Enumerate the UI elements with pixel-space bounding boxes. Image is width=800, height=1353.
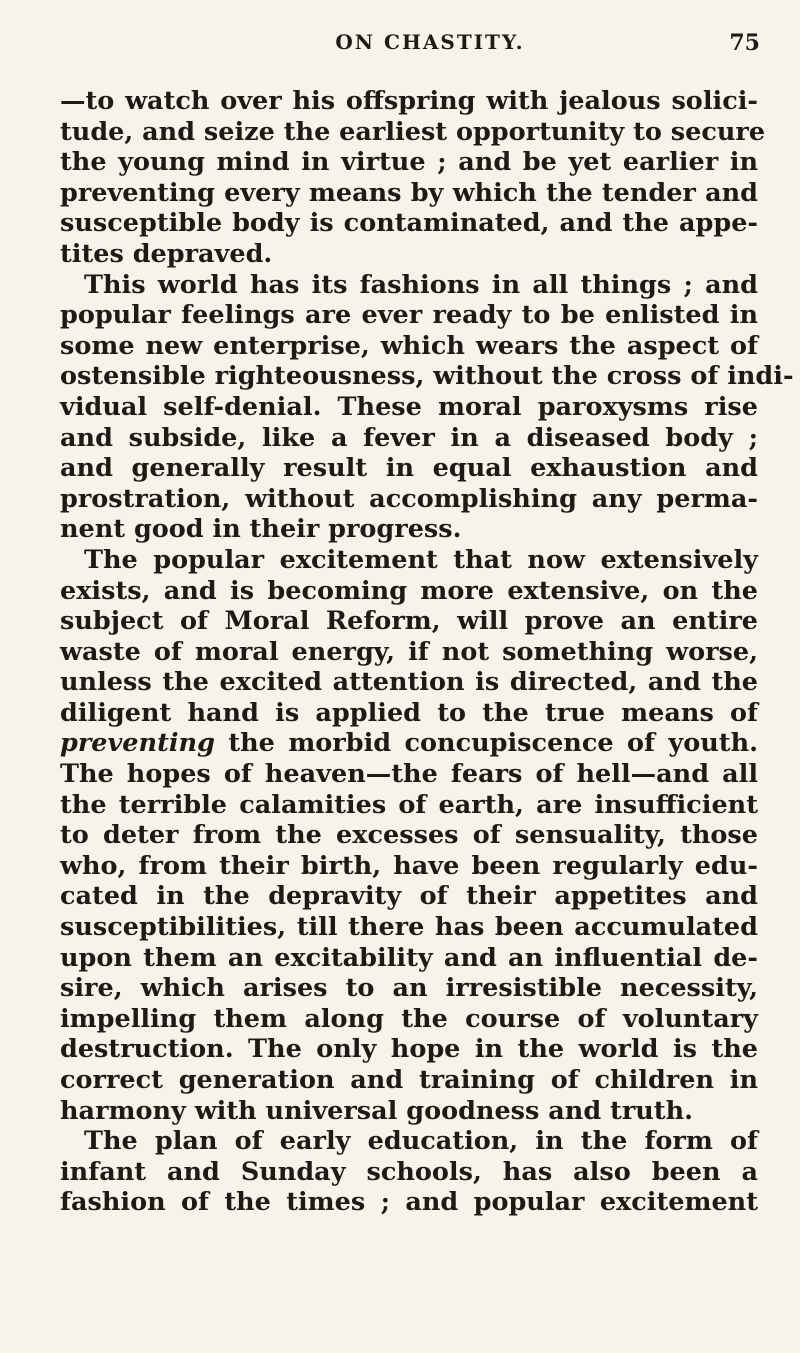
body-text	[60, 86, 794, 1218]
page-header	[60, 30, 800, 70]
text-line: upon them an excitability and an influential de-	[60, 942, 758, 973]
text-line: vidual self-denial. These moral paroxysms rise	[60, 391, 758, 422]
text-line: nent good in their progress.	[60, 514, 462, 545]
text-line: unless the excited attention is directed, and the	[60, 667, 758, 698]
emphasis: preventing	[60, 728, 215, 759]
text-line: The plan of early education, in the form of	[84, 1126, 758, 1157]
text-line: preventing the morbid concupiscence of youth.	[60, 728, 758, 759]
running-head: ON CHASTITY.	[335, 30, 525, 54]
text-line: preventing every means by which the tender and	[60, 177, 758, 208]
text-line: cated in the depravity of their appetites and	[60, 881, 758, 912]
text-line: —to watch over his offspring with jealous solici-	[60, 86, 758, 116]
text-line: tites depraved.	[60, 238, 273, 269]
text-line: infant and Sunday schools, has also been a	[60, 1156, 758, 1187]
text-line: This world has its fashions in all things ; and	[84, 269, 758, 300]
page-number: 75	[729, 30, 760, 56]
text-line: The hopes of heaven—the fears of hell—and all	[60, 759, 758, 790]
text-line: impelling them along the course of voluntary	[60, 1003, 758, 1034]
text-line: to deter from the excesses of sensuality, those	[60, 820, 758, 851]
text-line: some new enterprise, which wears the aspect of	[60, 330, 758, 361]
text-line: popular feelings are ever ready to be enlisted in	[60, 300, 758, 331]
text-line: sire, which arises to an irresistible necessity,	[60, 973, 758, 1004]
text-line: who, from their birth, have been regularly edu-	[60, 850, 758, 881]
text-line: susceptibilities, till there has been accumulated	[60, 912, 758, 943]
text-line: harmony with universal goodness and truth.	[60, 1095, 693, 1126]
text-line: destruction. The only hope in the world is the	[60, 1034, 758, 1065]
text-line: ostensible righteousness, without the cross of indi-	[60, 361, 794, 392]
text-line: prostration, without accomplishing any perma-	[60, 483, 758, 514]
text-line: exists, and is becoming more extensive, on the	[60, 575, 758, 606]
text-line: fashion of the times ; and popular excitement	[60, 1187, 758, 1218]
text-line: and subside, like a fever in a diseased body ;	[60, 422, 758, 453]
text-line: diligent hand is applied to the true means of	[60, 697, 758, 728]
text-line: and generally result in equal exhaustion and	[60, 453, 758, 484]
text-line: correct generation and training of children in	[60, 1065, 758, 1095]
text-line: the terrible calamities of earth, are insufficient	[60, 789, 758, 820]
text-line: subject of Moral Reform, will prove an entire	[60, 606, 758, 637]
text-line: the young mind in virtue ; and be yet earlier in	[60, 147, 758, 178]
text-line: tude, and seize the earliest opportunity to secure	[60, 116, 766, 147]
text-line: waste of moral energy, if not something worse,	[60, 636, 758, 667]
text-line: susceptible body is contaminated, and the appe-	[60, 208, 758, 239]
text-line: The popular excitement that now extensively	[84, 544, 758, 575]
